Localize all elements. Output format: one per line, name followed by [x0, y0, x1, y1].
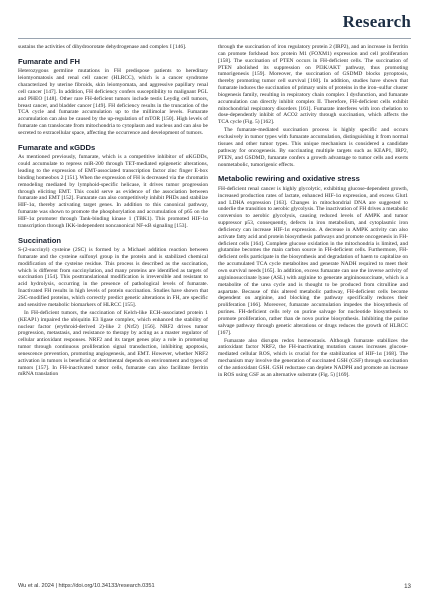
header-rule — [18, 38, 411, 39]
right-column — [218, 44, 408, 380]
body-paragraph: In FH-deficient tumors, the succination of Kelch-like ECH-associated protein 1 (KEAP1) impaired the ubiquitin E3 ligase complex, which enhanced the stability of nuclear factor (erythroid-derived 2)-like 2 (Nrf2) [156]. NRF2 drives tumor progression, metastasis, and resistance to therapy by acting as a master regulator of cellular antioxidant responses. NRF2 and its target genes play a role in promoting tumor through continuous proliferation signal transduction, inhibiting apoptosis, senescence prevention, promoting angiogenesis, and EMT. However, whether NRF2 activation in tumors is beneficial or detrimental depends on environment and types of tumors [157]. In FH-inactivated tumor cells, fumarate can also facilitate ferritin mRNA translation — [18, 309, 208, 378]
journal-brand: Research — [342, 12, 411, 31]
body-paragraph: sustains the activities of dihydroorotate dehydrogenase and complex I [146]. — [18, 44, 187, 50]
section-heading: Metabolic rewiring and oxidative stress — [218, 174, 360, 184]
section-heading: Fumarate and κGDDs — [18, 142, 96, 152]
section-heading: Succination — [18, 235, 62, 245]
citation-doi-link[interactable]: Wu et al. 2024 | https://doi.org/10.34133/research.0351 — [18, 583, 155, 589]
left-column — [18, 44, 208, 379]
body-paragraph: FH-deficient renal cancer is highly glycolytic, exhibiting glucose-dependent growth, increased production rates of lactate, enhanced HIF-1α expression, and excess Glut1 and LDHA expression [163]. Changes in mitochondrial DNA are suggested to underlie the transition to aerobic glycolysis. The inactivation of FH drives a metabolic conversion to aerobic glycolysis, causing reduced levels of AMPK and tumor suppressor p53, consequently, defects in iron metabolism, and cytoplasmic iron deficiency can increase HIF-1α expression. A decrease in AMPK activity can also activate fatty acid and protein biosynthesis pathways and promote oncogenesis in FH-deficient cells [164]. Complete glucose oxidation in the mitochondria is limited, and glutamine becomes the main carbon source in FH-deficient cells. Furthermore, FH-deficient cells participate in the biosynthesis and degradation of haem to capitalize on the accumulated TCA cycle metabolites and generate NADH required to meet their own survival needs [165]. In addition, excess fumarate can use the inverse activity of argininosuccinate lyase (ASL) with arginine to generate argininosuccinate, which is a metabolite of the urea cycle and is thought to be produced from citrulline and aspartate. Because of this altered metabolic pathway, FH-deficient cells become dependent on arginine, and blocking the pathway specifically reduces their proliferation [166]. Moreover, fumarate accumulation impedes the biosynthesis of purines. FH-deficient cells rely on purine salvage for nucleotide biosynthesis to promote proliferation, rather than de novo purine biosynthesis. Inhibiting the purine salvage pathway through genetic alterations or drugs reduces the growth of HLRCC [167]. — [218, 185, 408, 336]
page-number: 13 — [404, 583, 411, 590]
body-paragraph: Heterozygous germline mutations in FH predispose patients to hereditary leiomyomatosis and renal cell cancer (HLRCC), which is a cancer syndrome characterized by uterine fibroids, skin leiomyomata, and aggressive papillary renal cell cancer [147]. In addition, FH deficiency confers susceptibility to malignant PGL and PHEO [148]. Other rare FH-deficient tumors include testis Leydig cell tumors, breast cancer, and bladder cancer [149]. FH deficiency results in the truncation of the TCA cycle and fumarate accumulation up to the millimolar levels. Fumarate accumulation can also be caused by the up-regulation of mTOR [150]. High levels of fumarate can translocate from mitochondria to cytoplasm and nucleus and can also be secreted to extracellular space, affecting the occurrence and development of tumors. — [18, 68, 208, 136]
body-paragraph: The fumarate-mediated succination process is highly specific and occurs exclusively in tumor types with fumarate accumulation, distinguishing it from normal tissues and other tumor types. This unique mechanism is considered a candidate pathway for oncogenesis. By succinating multiple targets such as KEAP1, IRP2, PTEN, and GSDMD, fumarate confers a growth advantage to tumor cells and exerts nonmetabolic, tumorigenic effects. — [218, 127, 408, 168]
body-paragraph: through the succination of iron regulatory protein 2 (IRP2), and an increase in ferritin can promote forkhead box protein M1 (FOXM1) expression and cell proliferation [158]. The succination of PTEN occurs in FH-deficient cells. The succination of PTEN abolished its suppression on PI3K/AKT pathway, thus promoting tumorigenesis [159]. Moreover, the succination of GSDMD blocks pyroptosis, thereby promoting tumor cell survival [160]. In addition, studies have shown that fumarate induces the succination of primary units of proteins in the iron–sulfur cluster biogenesis family, resulting in respiratory chain complex I dysfunction, and fumarate accumulation can directly inhibit complex II. Therefore, FH-deficient cells exhibit mitochondrial respiratory disorders [161]. Fumarate interferes with iron chelation to dose-dependently inhibit of ACO2 activity through succination, which affects the TCA cycle (Fig. 5) [162]. — [218, 44, 408, 126]
body-paragraph: As mentioned previously, fumarate, which is a competitive inhibitor of αKGDDs, could accumulate to repress miR-200 through TET-mediated epigenetic alterations, leading to the expression of EMT-associated transcription factor zinc finger E-box binding homeobox 2 [151]. When the expression of FH is decreased via the chromatin remodeling mediated by lymphoid-specific helicase, it drives tumor progression through eliciting EMT. This could serve as evidence of the association between fumarate and EMT [152]. Fumarate can also competitively inhibit PHDs and stabilize HIF-1α, thereby activating target genes. In addition to this canonical pathway, fumarate was shown to promote the phosphorylation and accumulation of p65 on the HIF-1α promoter through Tank-binding kinase 1 (TBK1). This promoted HIF-1α transcription through IKK-independent noncanonical NF-κB signaling [153]. — [18, 154, 208, 229]
body-paragraph: S-(2-succinyl) cysteine (2SC) is formed by a Michael addition reaction between fumarate and the cysteine sulfonyl group in the protein and is stabilized chemical modification of the cysteine residue. This process is described as the succination, which is different from succinylation, and many proteins are identified as targets of succination [154]. This posttranslational modification is irreversible and resistant to acid hydrolysis, occurring in the presence of pathological levels of fumarate. Inactivated FH results in high levels of protein succination. Studies have shown that 2SC-modified proteins, which correctly predict genetic alterations in FH, are specific and sensitive metabolic biomarkers of HLRCC [155]. — [18, 247, 208, 308]
body-paragraph: Fumarate also disrupts redox homeostasis. Although fumarate stabilizes the antioxidant factor NRF2, the FH-inactivating mutation causes increases glucose-mediated cellular ROS, which is crucial for the stabilization of HIF-1α [168]. The mechanism may involve the generation of succinated GSH (GSF) through succination of the antioxidant GSH. GSH reductase can deplete NADPH and promote an increase in ROS using GSF as an alternative substrate (Fig. 5) [169]. — [218, 337, 408, 378]
section-heading: Fumarate and FH — [18, 56, 81, 66]
page-footer — [18, 583, 411, 589]
